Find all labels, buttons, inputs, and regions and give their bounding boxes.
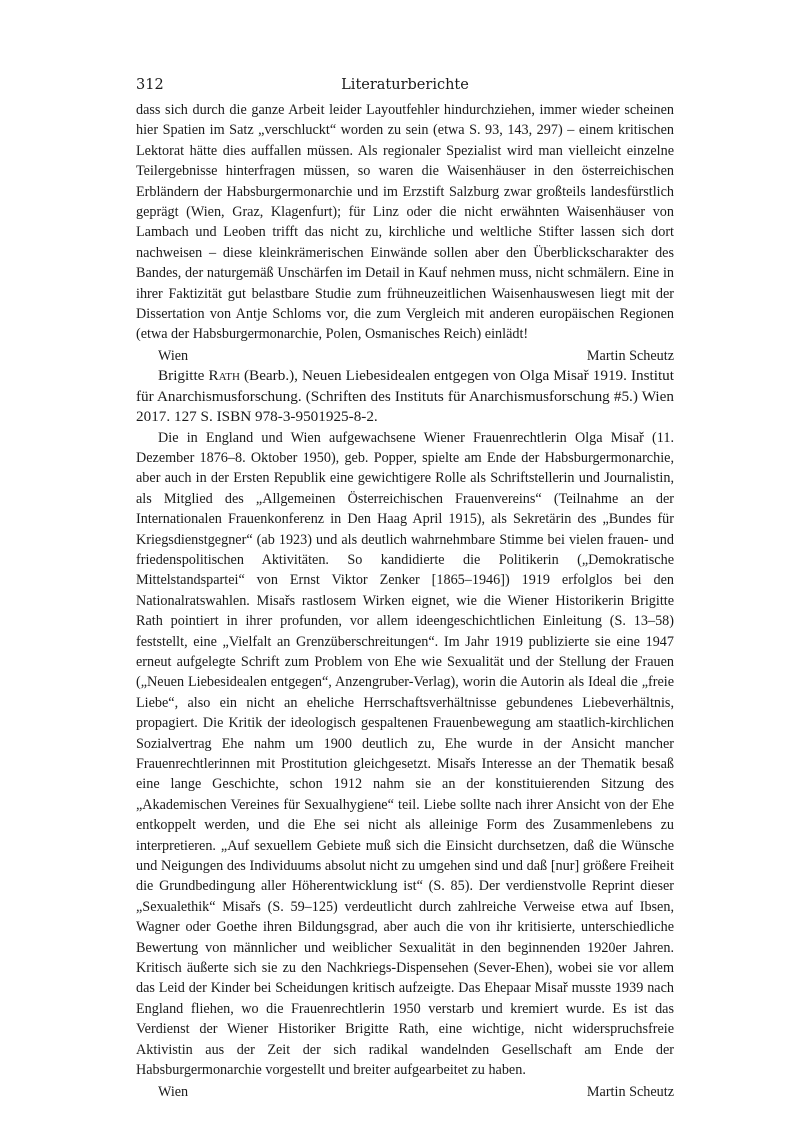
page-body — [136, 100, 674, 1102]
bib-editor-last: Rath — [208, 367, 240, 385]
running-title: Literaturberichte — [341, 77, 469, 93]
bib-editor-first: Brigitte — [158, 367, 209, 385]
review-2-place: Wien — [158, 1083, 189, 1100]
bibliographic-entry — [136, 366, 674, 427]
review-1-place: Wien — [158, 347, 189, 364]
review-1-author: Martin Scheutz — [586, 347, 674, 364]
page-number: 312 — [136, 77, 164, 93]
review-2-signature — [136, 1082, 674, 1102]
review-2-author: Martin Scheutz — [586, 1083, 674, 1100]
review-2-text: Die in England und Wien aufgewachsene Wiener Frauenrechtlerin Olga Misař (11. Dezember 1876–8. Oktober 1950), geb. Popper, spielte am Ende der Habsburgermonarchie, aber auch in der Ersten Republik eine gewichtigere Rolle als Schriftstellerin und Journalistin, als Mitglied des „Allgemeinen Österreichischen Frauenvereins“ (Teilnahme an der Internationalen Frauenkonferenz in Den Haag April 1915), als Sekretärin des „Bundes für Kriegsdienstgegner“ (ab 1923) und als deutlich wahrnehmbare Stimme bei vielen frauen- und friedenspolitischen Aktivitäten. So kandidierte die Politikerin („Demokratische Mittelstandspartei“ von Ernst Viktor Zenker [1865–1946]) 1919 erfolglos bei den Nationalratswahlen. Misařs rastlosem Wirken eignet, wie die Wiener Historikerin Brigitte Rath pointiert in ihrer profunden, vor allem ideengeschichtlichen Einleitung (S. 13–58) feststellt, eine „Vielfalt an Grenzüberschreitungen“. Im Jahr 1919 publizierte sie eine 1947 erneut aufgelegte Schrift zum Problem von Ehe wie Sexualität und der Stellung der Frauen („Neuen Liebesidealen entgegen“, Anzengruber-Verlag), worin die Autorin als Ideal die „freie Liebe“, also ein nicht an eheliche Herrschaftsverhältnisse gebundenes Liebeverhältnis, propagiert. Die Kritik der ideologisch gespaltenen Frauenbewegung am staatlich-kirchlichen Sozialvertrag Ehe nahm um 1900 deutlich zu, Ehe wurde in der Ansicht mancher Frauenrechtlerinnen mit Prostitution gleichgesetzt. Misařs Interesse an der Thematik besaß eine lange Geschichte, schon 1912 nahm sie an der konstituierenden Sitzung des „Akademischen Vereines für Sexualhygiene“ teil. Liebe sollte nach ihrer Ansicht von der Ehe entkoppelt werden, und die Ehe sei nicht als alleinige Form des Zusammenlebens zu interpretieren. „Auf sexuellem Gebiete muß sich die Einsicht durchsetzen, daß die Wünsche und Neigungen des Individuums absolut nicht zu umgehen sind und daß [nur] größere Freiheit die Grundbedingung aller Höherentwicklung ist“ (S. 85). Der verdienstvolle Reprint dieser „Sexualethik“ Misařs (S. 59–125) verdeutlicht durch zahlreiche Verweise etwa auf Ibsen, Wagner oder Goethe ihren Bildungsgrad, aber auch die von ihr kritisierte, unterschiedliche Bewertung von männlicher und weiblicher Sexualität in den beginnenden 1920er Jahren. Kritisch äußerte sich sie zu den Nachkriegs-Dispensehen (Sever-Ehen), wobei sie vor allem das Leid der Kinder bei Scheidungen kritisch aufzeigte. Das Ehepaar Misař musste 1939 nach England fliehen, wo die Frauenrechtlerin 1950 verstarb und kremiert wurde. Es ist das Verdienst der Wiener Historiker Brigitte Rath, eine wichtige, nicht widerspruchsfreie Aktivistin aus der Zeit der sich radikal wandelnden Gesellschaft am Ende der Habsburgermonarchie vorgestellt und breiter aufgearbeitet zu haben. — [136, 429, 674, 1079]
review-1-text: dass sich durch die ganze Arbeit leider Layoutfehler hindurchziehen, immer wieder scheinen hier Spatien im Satz „verschluckt“ worden zu sein (etwa S. 93, 143, 297) – einem kritischen Lektorat hätte dies auffallen müssen. Als regionaler Spezialist wird man vielleicht einzelne Teilergebnisse hinterfragen müssen, so waren die Waisenhäuser in den österreichischen Erbländern der Habsburgermonarchie und im Erzstift Salzburg zwar großteils landesfürstlich geprägt (Wien, Graz, Klagenfurt); für Linz oder die nicht erwähnten Waisenhäuser von Lambach und Leoben trifft das nicht zu, kirchliche und weltliche Stifter lassen sich dort nachweisen – diese kleinkrämerischen Einwände sollen aber den Überblickscharakter des Bandes, der naturgemäß Unschärfen im Detail in Kauf nehmen muss, nicht schmälern. Eine in ihrer Faktizität gut belastbare Studie zum frühneuzeitlichen Waisenhauswesen liegt mit der Dissertation von Antje Schloms vor, die zum Vergleich mit anderen europäischen Regionen (etwa der Habsburgermonarchie, Polen, Osmanisches Reich) einlädt! — [136, 102, 674, 343]
review-1-signature — [136, 346, 674, 366]
bib-details: (Bearb.), Neuen Liebesidealen entgegen von Olga Misař 1919. Institut für Anarchismusforschung. (Schriften des Instituts für Anarchismusforschung #5.) Wien 2017. 127 S. ISBN 978-3-9501925-8-2. — [136, 367, 674, 426]
